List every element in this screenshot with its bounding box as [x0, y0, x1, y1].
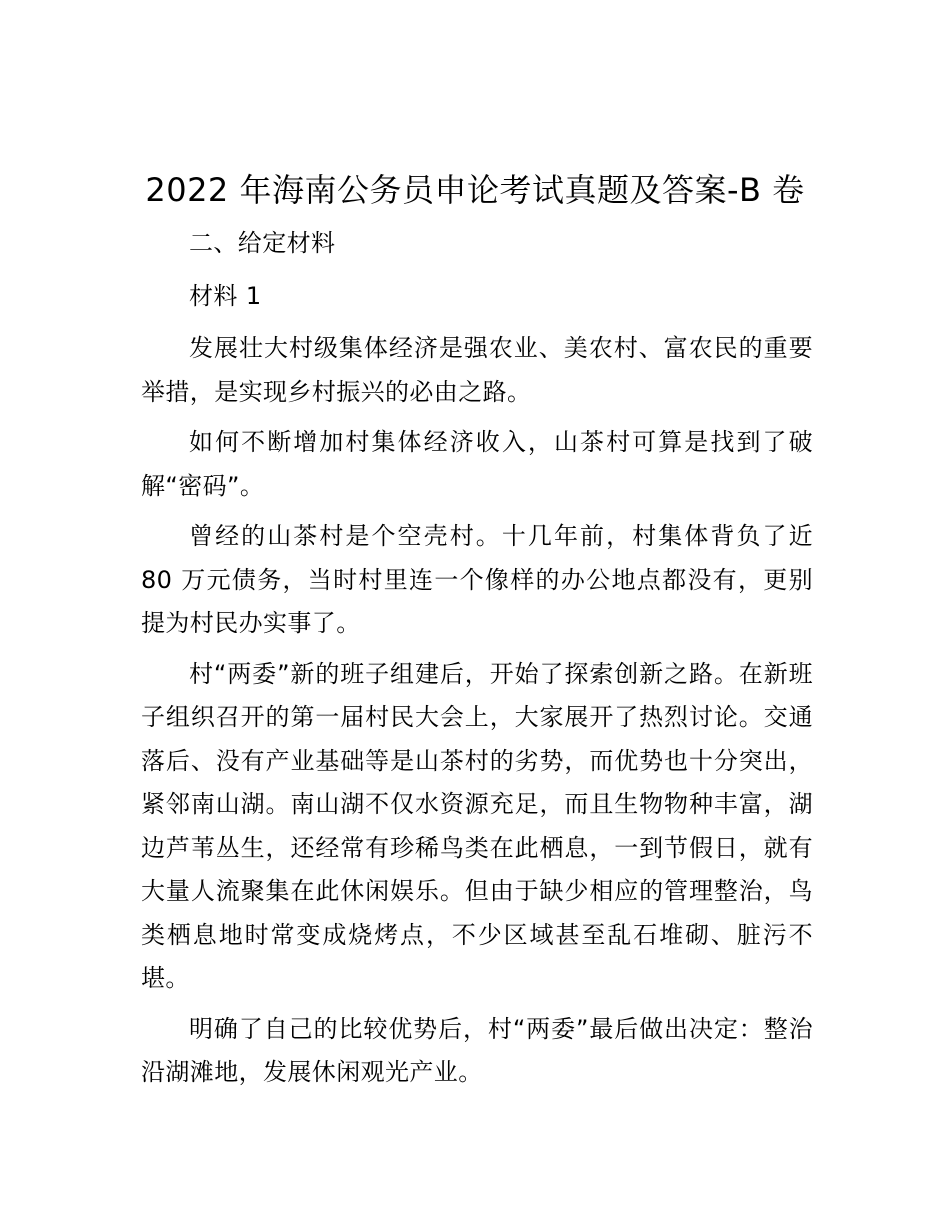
- paragraph-1: 发展壮大村级集体经济是强农业、美农村、富农民的重要举措，是实现乡村振兴的必由之路。: [141, 334, 813, 406]
- paragraph-4: 村“两委”新的班子组建后，开始了探索创新之路。在新班子组织召开的第一届村民大会上，大家展开了热烈讨论。交通落后、没有产业基础等是山茶村的劣势，而优势也十分突出，紧邻南山湖。南山湖不仅水资源充足，而且生物物种丰富，湖边芦苇丛生，还经常有珍稀鸟类在此栖息，一到节假日，就有大量人流聚集在此休闲娱乐。但由于缺少相应的管理整治，鸟类栖息地时常变成烧烤点，不少区域甚至乱石堆砌、脏污不堪。: [141, 659, 813, 992]
- paragraph-2: 如何不断增加村集体经济收入，山茶村可算是找到了破解“密码”。: [141, 428, 813, 500]
- material-label: 材料 1: [189, 281, 262, 310]
- section-heading: 二、给定材料: [189, 229, 336, 257]
- document-body: [141, 222, 813, 1102]
- document-title: 2022 年海南公务员申论考试真题及答案-B 卷: [145, 171, 805, 209]
- paragraph-3: 曾经的山茶村是个空壳村。十几年前，村集体背负了近 80 万元债务，当时村里连一个像样的办公地点都没有，更别提为村民办实事了。: [141, 522, 813, 637]
- paragraph-5: 明确了自己的比较优势后，村“两委”最后做出决定：整治沿湖滩地，发展休闲观光产业。: [141, 1014, 813, 1086]
